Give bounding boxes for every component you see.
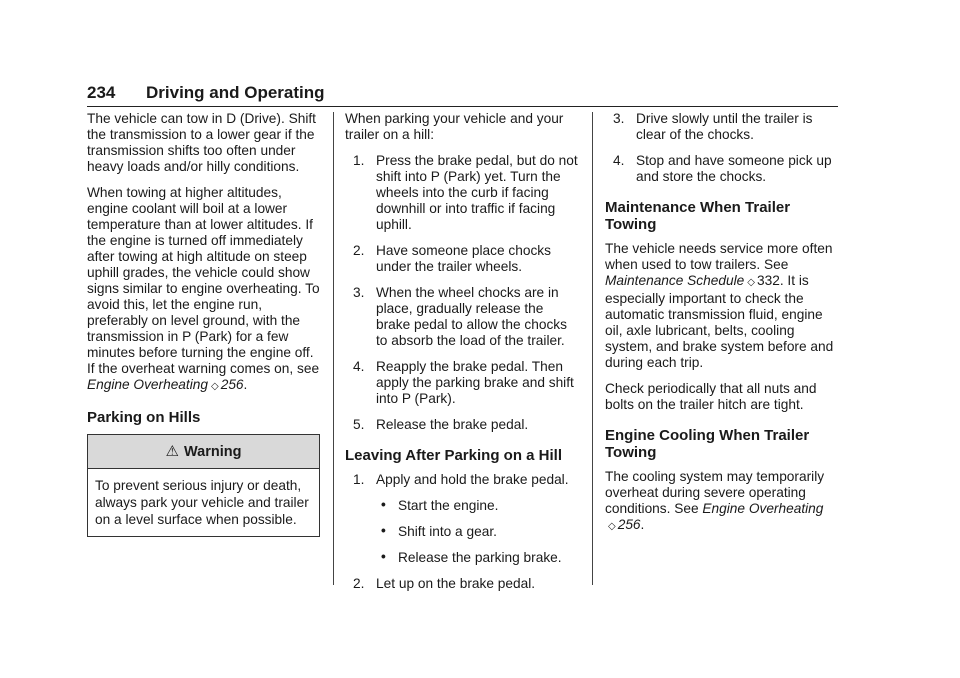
section-title: Driving and Operating — [146, 83, 325, 102]
engine-overheating-link[interactable]: Engine Overheating — [702, 501, 824, 516]
bullet-icon: • — [381, 497, 386, 512]
warning-icon: ⚠ — [165, 442, 179, 460]
column-divider-2 — [592, 112, 593, 585]
maintenance-schedule-link[interactable]: Maintenance Schedule — [605, 273, 745, 288]
page-header — [87, 82, 838, 107]
page-number: 234 — [87, 83, 116, 102]
hitch-check-paragraph: Check periodically that all nuts and bolts on the trailer hitch are tight. — [605, 381, 817, 412]
list-item: 3. Drive slowly until the trailer is clear of the chocks. — [613, 111, 813, 142]
bullet-item: • Release the parking brake. — [381, 549, 562, 565]
maintenance-heading: Maintenance When Trailer Towing — [605, 199, 791, 233]
warning-box — [87, 434, 320, 537]
maintenance-paragraph: The vehicle needs service more often when used to tow trailers. See Maintenance Schedule ◇ 332. It is especially important to check the automatic transmission fluid, engine oil, axle lubricant, belts, cooling system, and brake system before and during each trip. — [605, 241, 834, 370]
engine-overheating-page[interactable]: 256 — [617, 517, 641, 532]
bullet-item: • Shift into a gear. — [381, 523, 497, 539]
hill-parking-steps — [345, 153, 581, 433]
list-item: 1. Press the brake pedal, but do not shift into P (Park) yet. Turn the wheels into the curb if facing downhill or into traffic if facing uphill. — [353, 153, 578, 232]
list-item: 4. Stop and have someone pick up and store the chocks. — [613, 153, 832, 184]
column-divider-1 — [333, 112, 334, 585]
maintenance-schedule-page[interactable]: 332 — [756, 273, 780, 288]
column-1 — [87, 111, 323, 537]
engine-overheating-link[interactable]: Engine Overheating — [87, 377, 208, 392]
bullet-list — [345, 498, 581, 566]
warning-header — [88, 435, 319, 469]
bullet-icon: • — [381, 549, 386, 564]
altitude-paragraph: When towing at higher altitudes, engine coolant will boil at a lower temperature than at lower altitudes. If the engine is turned off immediately after towing at high altitude on steep uphill grades, the vehicle could show signs similar to engine overheating. To avoid this, let the engine run, preferably on level ground, with the transmission in P (Park) for a few minutes before turning the engine off. If the overheat warning comes on, see Engine Overheating ◇ 256. — [87, 185, 320, 392]
towing-gear-paragraph: The vehicle can tow in D (Drive). Shift the transmission to a lower gear if the transmission shifts too often under heavy loads and/or hilly conditions. — [87, 111, 316, 174]
parking-on-hills-heading: Parking on Hills — [87, 409, 201, 426]
list-item: 2. Have someone place chocks under the trailer wheels. — [353, 243, 551, 274]
bullet-icon: • — [381, 523, 386, 538]
hill-parking-intro: When parking your vehicle and your trailer on a hill: — [345, 111, 564, 142]
list-item: 5. Release the brake pedal. — [353, 417, 529, 432]
leaving-steps — [345, 472, 581, 592]
engine-overheating-page[interactable]: 256 — [220, 377, 244, 392]
list-item: 3. When the wheel chocks are in place, gradually release the brake pedal to allow the chocks to absorb the load of the trailer. — [353, 285, 567, 348]
warning-title: Warning — [183, 443, 242, 460]
page-ref-icon: ◇ — [211, 381, 219, 392]
column-3 — [605, 111, 841, 545]
list-item: 4. Reapply the brake pedal. Then apply the parking brake and shift into P (Park). — [353, 359, 574, 406]
list-item: 1. Apply and hold the brake pedal. — [353, 472, 569, 487]
warning-text: To prevent serious injury or death, always park your vehicle and trailer on a level surface when possible. — [95, 478, 309, 527]
engine-cooling-heading: Engine Cooling When Trailer Towing — [605, 427, 810, 461]
page-ref-icon: ◇ — [608, 521, 616, 532]
list-item: 2. Let up on the brake pedal. — [353, 576, 536, 591]
cooling-paragraph: The cooling system may temporarily overheat during severe operating conditions. See Engine Overheating ◇ 256. — [605, 469, 825, 532]
bullet-item: • Start the engine. — [381, 497, 499, 513]
page-ref-icon: ◇ — [747, 277, 755, 288]
leaving-after-parking-heading: Leaving After Parking on a Hill — [345, 447, 562, 464]
column-2 — [345, 111, 581, 602]
continued-steps — [605, 111, 841, 185]
